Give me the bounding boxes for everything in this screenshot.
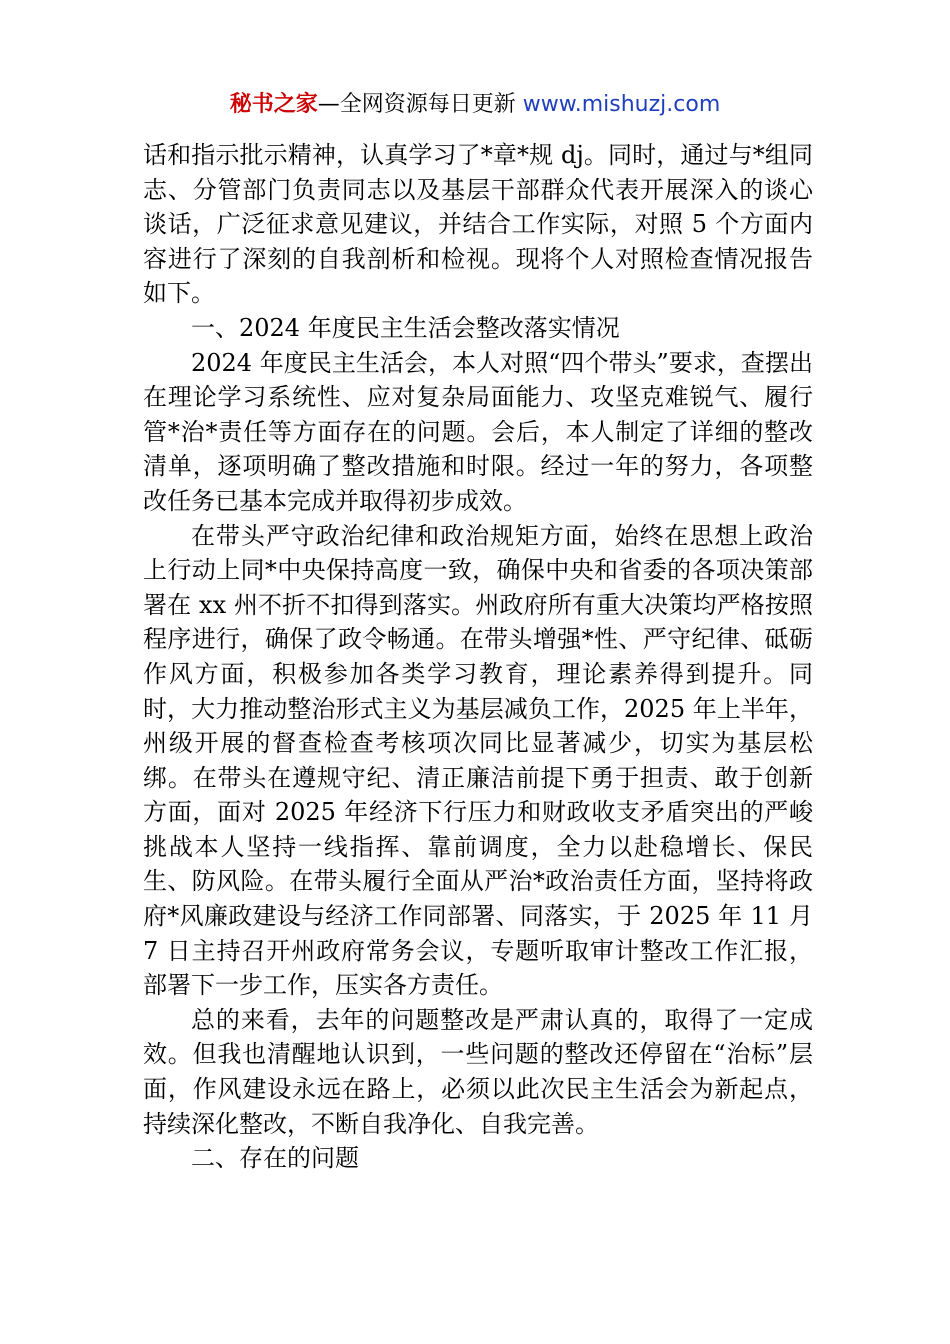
paragraph-intro: 话和指示批示精神，认真学习了*章*规 dj。同时，通过与*组同志、分管部门负责同志以及基层干部群众代表开展深入的谈心谈话，广泛征求意见建议，并结合工作实际，对照 5 个方面内容进行了深刻的自我剖析和检视。现将个人对照检查情况报告如下。: [143, 141, 813, 308]
website-link[interactable]: www.mishuzj.com: [515, 92, 721, 117]
brand-name: 秘书之家: [229, 92, 318, 117]
paragraph-2024-review: 2024 年度民主生活会，本人对照“四个带头”要求，查摆出在理论学习系统性、应对复杂局面能力、攻坚克难锐气、履行管*治*责任等方面存在的问题。会后，本人制定了详细的整改清单，逐项明确了整改措施和时限。经过一年的努力，各项整改任务已基本完成并取得初步成效。: [143, 348, 813, 515]
header-slogan: —全网资源每日更新: [317, 92, 516, 117]
section-heading-1: 一、2024 年度民主生活会整改落实情况: [191, 313, 620, 342]
section-heading-2: 二、存在的问题: [191, 1144, 359, 1173]
page-header: [0, 88, 950, 122]
document-body: [143, 138, 813, 1176]
paragraph-rectification-details: 在带头严守政治纪律和政治规矩方面，始终在思想上政治上行动上同*中央保持高度一致，确保中央和省委的各项决策部署在 xx 州不折不扣得到落实。州政府所有重大决策均严格按照程序进行，确保了政令畅通。在带头增强*性、严守纪律、砥砺作风方面，积极参加各类学习教育，理论素养得到提升。同时，大力推动整治形式主义为基层减负工作，2025 年上半年，州级开展的督查检查考核项次同比显著减少，切实为基层松绑。在带头在遵规守纪、清正廉洁前提下勇于担责、敢于创新方面，面对 2025 年经济下行压力和财政收支矛盾突出的严峻挑战本人坚持一线指挥、靠前调度，全力以赴稳增长、保民生、防风险。在带头履行全面从严治*政治责任方面，坚持将政府*风廉政建设与经济工作同部署、同落实，于 2025 年 11 月 7 日主持召开州政府常务会议，专题听取审计整改工作汇报，部署下一步工作，压实各方责任。: [143, 521, 813, 1000]
paragraph-summary: 总的来看，去年的问题整改是严肃认真的，取得了一定成效。但我也清醒地认识到，一些问题的整改还停留在“治标”层面，作风建设永远在路上，必须以此次民主生活会为新起点，持续深化整改，不断自我净化、自我完善。: [143, 1005, 813, 1138]
